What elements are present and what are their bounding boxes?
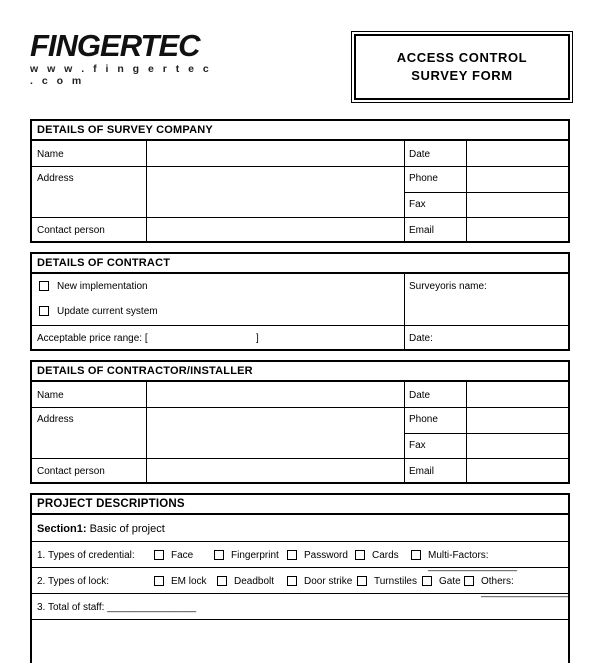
door-strike-label: Door strike: [304, 576, 353, 587]
contractor-fax-field[interactable]: [467, 434, 570, 458]
contractor-email-label: Email: [409, 466, 435, 477]
form-title-line2: SURVEY FORM: [411, 68, 513, 83]
survey-name-label: Name: [37, 149, 64, 160]
contractor-date-field[interactable]: [467, 383, 570, 407]
survey-address-label: Address: [37, 173, 74, 184]
others-label: Others: ________________: [481, 576, 570, 598]
credential-label: 1. Types of credential:: [37, 550, 135, 561]
logo-brand: FINGERTEC: [30, 28, 200, 63]
contract-heading: DETAILS OF CONTRACT: [32, 254, 568, 274]
cards-label: Cards: [372, 550, 399, 561]
price-range-field[interactable]: [152, 328, 252, 348]
deadbolt-label: Deadbolt: [234, 576, 275, 587]
survey-contact-label: Contact person: [37, 225, 105, 236]
turnstiles-label: Turnstiles: [374, 576, 417, 587]
gate-label: Gate: [439, 576, 461, 587]
section1-rest: Basic of project: [86, 523, 165, 535]
contractor-address-label: Address: [37, 414, 74, 425]
survey-address-field[interactable]: [147, 167, 403, 217]
section1-title: [37, 523, 165, 535]
survey-company-heading: DETAILS OF SURVEY COMPANY: [32, 121, 568, 141]
others-checkbox[interactable]: [464, 576, 474, 586]
contract-date-field[interactable]: [442, 328, 570, 348]
price-range-label: Acceptable price range: [: [37, 333, 148, 344]
face-checkbox[interactable]: [154, 550, 164, 560]
survey-fax-label: Fax: [409, 199, 426, 210]
contractor-date-label: Date: [409, 390, 431, 401]
password-checkbox[interactable]: [287, 550, 297, 560]
survey-company-section: [30, 119, 570, 243]
form-title-line1: ACCESS CONTROL: [396, 50, 528, 65]
turnstiles-checkbox[interactable]: [357, 576, 367, 586]
fingertec-logo: [30, 28, 220, 87]
survey-email-label: Email: [409, 225, 435, 236]
password-label: Password: [304, 550, 348, 561]
form-title: [354, 34, 570, 100]
deadbolt-checkbox[interactable]: [217, 576, 227, 586]
contractor-contact-label: Contact person: [37, 466, 105, 477]
lock-label: 2. Types of lock:: [37, 576, 110, 587]
new-implementation-label: New implementation: [57, 281, 148, 292]
em-lock-label: EM lock: [171, 576, 207, 587]
gate-checkbox[interactable]: [422, 576, 432, 586]
contract-section: [30, 252, 570, 351]
contractor-email-field[interactable]: [467, 459, 570, 484]
cards-checkbox[interactable]: [355, 550, 365, 560]
contractor-phone-label: Phone: [409, 414, 438, 425]
survey-phone-label: Phone: [409, 173, 438, 184]
project-heading: PROJECT DESCRIPTIONS: [32, 495, 568, 515]
face-label: Face: [171, 550, 194, 561]
survey-contact-field[interactable]: [147, 218, 403, 243]
contractor-heading: DETAILS OF CONTRACTOR/INSTALLER: [32, 362, 568, 382]
update-system-label: Update current system: [57, 306, 158, 317]
contractor-section: [30, 360, 570, 484]
contractor-contact-field[interactable]: [147, 459, 403, 484]
survey-date-field[interactable]: [467, 142, 570, 166]
door-strike-checkbox[interactable]: [287, 576, 297, 586]
multi-factors-checkbox[interactable]: [411, 550, 421, 560]
survey-date-label: Date: [409, 149, 431, 160]
contractor-name-field[interactable]: [147, 383, 403, 407]
new-implementation-checkbox[interactable]: [39, 281, 49, 291]
survey-name-field[interactable]: [147, 142, 403, 166]
update-system-checkbox[interactable]: [39, 306, 49, 316]
fingerprint-checkbox[interactable]: [214, 550, 224, 560]
price-range-close: ]: [256, 333, 259, 344]
survey-email-field[interactable]: [467, 218, 570, 243]
project-section: [30, 493, 570, 663]
contractor-phone-field[interactable]: [467, 408, 570, 433]
contractor-fax-label: Fax: [409, 440, 426, 451]
surveyor-name-label: Surveyoris name:: [409, 281, 487, 292]
survey-phone-field[interactable]: [467, 167, 570, 192]
section1-bold: Section1:: [37, 523, 87, 535]
multi-factors-label: Multi-Factors: ________________: [428, 550, 517, 572]
survey-fax-field[interactable]: [467, 193, 570, 217]
em-lock-checkbox[interactable]: [154, 576, 164, 586]
fingerprint-label: Fingerprint: [231, 550, 279, 561]
logo-url: w w w . f i n g e r t e c . c o m: [30, 63, 212, 87]
contractor-name-label: Name: [37, 390, 64, 401]
surveyor-name-field[interactable]: [405, 294, 570, 324]
contract-date-label: Date:: [409, 333, 433, 344]
total-staff-label: 3. Total of staff: ________________: [37, 602, 197, 613]
contractor-address-field[interactable]: [147, 408, 403, 458]
